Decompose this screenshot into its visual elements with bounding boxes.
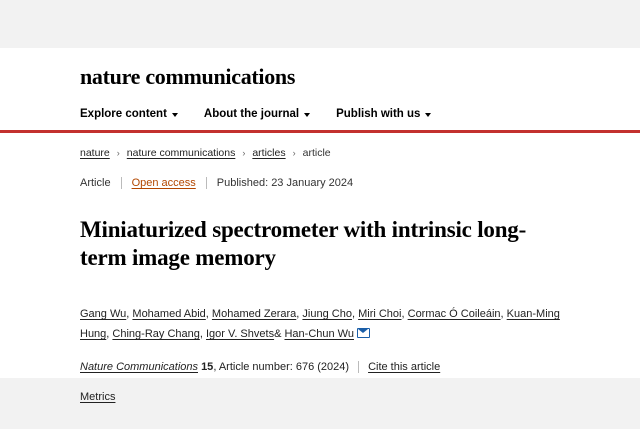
author-sep: , xyxy=(401,307,408,320)
author-link[interactable]: Ching-Ray Chang xyxy=(112,328,200,341)
nav-item-publish-with-us[interactable] xyxy=(336,108,431,120)
citation-line xyxy=(0,345,640,373)
nav-item-label: Publish with us xyxy=(336,108,421,120)
nav-item-label: About the journal xyxy=(203,108,300,120)
article-page xyxy=(0,48,640,403)
author-link[interactable]: Cormac Ó Coileáin xyxy=(407,307,501,320)
citation-journal-link[interactable]: Nature Communications xyxy=(80,360,198,373)
author-sep: , xyxy=(106,328,113,341)
page-title: Miniaturized spectrometer with intrinsic long-term image memory xyxy=(80,217,527,271)
author-link[interactable]: Gang Wu xyxy=(80,307,127,320)
citation-volume: 15 xyxy=(201,360,214,373)
author-sep: , xyxy=(351,307,359,320)
metrics-link[interactable]: Metrics xyxy=(80,390,116,403)
published-date: Published: 23 January 2024 xyxy=(216,177,354,189)
author-sep: , xyxy=(126,307,133,320)
journal-title[interactable]: nature communications xyxy=(80,64,296,89)
nav-item-explore-content[interactable] xyxy=(80,108,178,120)
envelope-icon[interactable] xyxy=(357,328,370,338)
open-access-badge[interactable]: Open access xyxy=(131,177,196,189)
journal-masthead xyxy=(0,48,640,100)
author-link[interactable]: Igor V. Shvets xyxy=(205,328,275,341)
meta-divider xyxy=(121,177,122,189)
author-link[interactable]: Jiung Cho xyxy=(302,307,352,320)
chevron-down-icon xyxy=(304,113,310,117)
author-conjunction: & xyxy=(274,328,282,341)
breadcrumb-item-article: article xyxy=(302,147,331,159)
main-navigation xyxy=(0,100,640,130)
article-type-label: Article xyxy=(80,177,111,189)
chevron-down-icon xyxy=(172,113,178,117)
citation-article-number: , Article number: 676 (2024) xyxy=(213,360,350,373)
breadcrumb-separator-icon: › xyxy=(292,148,296,158)
author-sep: , xyxy=(296,307,303,320)
breadcrumb-separator-icon: › xyxy=(116,148,120,158)
citation-divider xyxy=(358,361,359,373)
metrics-section xyxy=(0,373,640,403)
author-link[interactable]: Mohamed Abid xyxy=(132,307,206,320)
breadcrumb-separator-icon: › xyxy=(242,148,246,158)
author-list xyxy=(0,288,640,345)
author-sep: , xyxy=(199,328,206,341)
article-meta xyxy=(0,159,640,189)
chevron-down-icon xyxy=(425,113,431,117)
cite-this-article-link[interactable]: Cite this article xyxy=(368,360,441,373)
breadcrumb-item-articles[interactable]: articles xyxy=(252,147,286,159)
author-sep: , xyxy=(205,307,212,320)
author-sep: , xyxy=(500,307,507,320)
author-link[interactable]: Mohamed Zerara xyxy=(211,307,297,320)
breadcrumb-item-nature[interactable]: nature xyxy=(80,147,110,159)
nav-item-label: Explore content xyxy=(80,108,167,120)
author-link[interactable]: Miri Choi xyxy=(358,307,402,320)
author-link[interactable]: Kuan-Ming Hung xyxy=(80,307,560,341)
breadcrumb-item-nature-communications[interactable]: nature communications xyxy=(126,147,236,159)
breadcrumb xyxy=(0,133,640,159)
nav-item-about-the-journal[interactable] xyxy=(204,108,310,120)
author-link-corresponding[interactable]: Han-Chun Wu xyxy=(284,328,354,341)
meta-divider xyxy=(206,177,207,189)
